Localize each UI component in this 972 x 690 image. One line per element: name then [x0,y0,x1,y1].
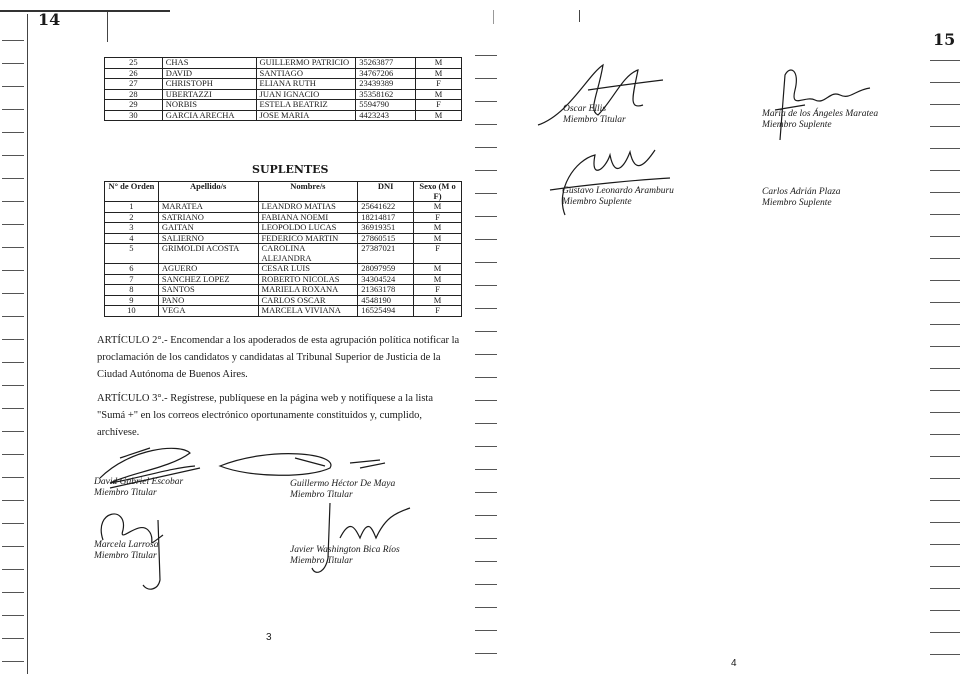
edge-tick [2,224,24,225]
edge-tick [475,170,497,171]
edge-tick [2,546,24,547]
cell-orden: 5 [105,244,159,264]
edge-tick [2,362,24,363]
cell-nombre: LEANDRO MATIAS [258,202,358,213]
cell-nombre: FABIANA NOEMI [258,212,358,223]
edge-tick [475,423,497,424]
cell-apellido: NORBIS [162,100,256,111]
edge-tick [930,544,960,545]
edge-tick [930,368,960,369]
cell-dni: 34304524 [358,274,414,285]
suplentes-row [105,244,462,264]
cell-nombre: ROBERTO NICOLAS [258,274,358,285]
signature-maratea [760,60,880,150]
edge-tick [475,354,497,355]
cell-dni: 4548190 [358,295,414,306]
articulo-3: ARTÍCULO 3°.- Regístrese, publíquese en la página web y notifíquese a la lista "Sumá +" en los correos electrónico oportunamente constituidos y, cumplido, archívese. [97,393,433,438]
edge-tick [475,308,497,309]
cell-orden: 7 [105,274,159,285]
edge-tick [2,477,24,478]
edge-tick [475,262,497,263]
titulares-row [105,89,462,100]
cell-orden: 1 [105,202,159,213]
cell-apellido: DAVID [162,68,256,79]
edge-tick [2,86,24,87]
cell-apellido: MARATEA [158,202,258,213]
cell-nombre: SANTIAGO [256,68,356,79]
cell-dni: 34767206 [356,68,416,79]
edge-tick [2,431,24,432]
cell-nombre: ELIANA RUTH [256,79,356,90]
cell-orden: 8 [105,285,159,296]
cell-orden: 2 [105,212,159,223]
cell-sexo: F [414,244,462,264]
cell-sexo: F [416,79,462,90]
cell-dni: 4423243 [356,110,416,121]
top-tab-line [107,12,108,42]
edge-tick [2,569,24,570]
titulares-row [105,110,462,121]
cell-sexo: F [414,285,462,296]
page-number-left: 3 [266,632,272,643]
header-apellido: Apellido/s [158,182,258,202]
cell-sexo: M [416,89,462,100]
cell-dni: 35263877 [356,58,416,69]
signature-name-de-maya: Guillermo Héctor De Maya Miembro Titular [290,479,396,500]
edge-tick [2,178,24,179]
cell-apellido: GAITAN [158,223,258,234]
edge-tick [930,566,960,567]
edge-tick [475,124,497,125]
signature-name-maratea: María de los Ángeles Maratea Miembro Suplente [762,109,879,130]
cell-sexo: M [414,233,462,244]
cell-apellido: CHRISTOPH [162,79,256,90]
edge-tick [2,523,24,524]
left-margin-line [27,14,28,674]
edge-tick [2,63,24,64]
edge-tick [930,258,960,259]
edge-tick [2,638,24,639]
edge-tick [930,60,960,61]
edge-tick [930,324,960,325]
cell-orden: 29 [105,100,163,111]
edge-tick [2,661,24,662]
edge-tick [2,270,24,271]
edge-tick [475,78,497,79]
titulares-row [105,100,462,111]
edge-tick [2,247,24,248]
edge-tick [475,147,497,148]
cell-apellido: VEGA [158,306,258,317]
cell-sexo: M [414,295,462,306]
suplentes-row [105,274,462,285]
edge-tick [2,201,24,202]
suplentes-row [105,264,462,275]
cell-nombre: CARLOS OSCAR [258,295,358,306]
cell-nombre: FEDERICO MARTIN [258,233,358,244]
edge-tick [2,132,24,133]
cell-sexo: M [414,202,462,213]
edge-tick [475,492,497,493]
signature-name-ellis: Oscar Ellis Miembro Titular [563,104,626,125]
center-fold-line [493,10,494,24]
edge-tick [475,538,497,539]
cell-orden: 10 [105,306,159,317]
edge-tick [2,40,24,41]
cell-sexo: F [414,212,462,223]
cell-dni: 23439389 [356,79,416,90]
edge-tick [475,331,497,332]
right-page-tab-line [579,10,580,22]
cell-sexo: M [416,110,462,121]
edge-tick [2,109,24,110]
cell-sexo: M [416,68,462,79]
cell-nombre: JUAN IGNACIO [256,89,356,100]
edge-tick [2,454,24,455]
cell-sexo: F [414,306,462,317]
cell-orden: 3 [105,223,159,234]
top-edge-line [0,10,170,12]
edge-tick [475,400,497,401]
edge-tick [475,101,497,102]
cell-dni: 18214817 [358,212,414,223]
cell-apellido: PANO [158,295,258,306]
edge-tick [930,148,960,149]
edge-tick [2,385,24,386]
cell-orden: 6 [105,264,159,275]
header-orden: N° de Orden [105,182,159,202]
cell-nombre: ESTELA BEATRIZ [256,100,356,111]
suplentes-row [105,295,462,306]
corner-page-number-right: 15 [933,30,956,49]
signature-name-bica-rios: Javier Washington Bica Ríos Miembro Titular [290,545,400,566]
cell-nombre: CAROLINA ALEJANDRA [258,244,358,264]
titulares-row [105,58,462,69]
cell-sexo: M [414,264,462,275]
edge-tick [930,302,960,303]
cell-dni: 36919351 [358,223,414,234]
edge-tick [930,654,960,655]
cell-dni: 27860515 [358,233,414,244]
suplentes-row [105,306,462,317]
cell-apellido: SATRIANO [158,212,258,223]
edge-tick [2,339,24,340]
edge-tick [930,170,960,171]
edge-tick [2,500,24,501]
cell-dni: 5594790 [356,100,416,111]
edge-tick [930,214,960,215]
edge-tick [2,592,24,593]
edge-tick [930,192,960,193]
signature-name-larrosa: Marcela Larrosa Miembro Titular [94,540,159,561]
signature-name-escobar: David Gabriel Escobar Miembro Titular [94,477,184,498]
edge-tick [475,515,497,516]
edge-tick [475,216,497,217]
cell-orden: 26 [105,68,163,79]
cell-dni: 16525494 [358,306,414,317]
cell-sexo: M [414,274,462,285]
cell-apellido: GRIMOLDI ACOSTA [158,244,258,264]
edge-tick [930,104,960,105]
edge-tick [475,377,497,378]
cell-orden: 27 [105,79,163,90]
suplentes-row [105,202,462,213]
cell-nombre: JOSE MARIA [256,110,356,121]
cell-dni: 35358162 [356,89,416,100]
cell-apellido: AGUERO [158,264,258,275]
edge-tick [930,126,960,127]
edge-tick [930,632,960,633]
header-sexo: Sexo (M o F) [414,182,462,202]
edge-tick [930,236,960,237]
articulo-2: ARTÍCULO 2°.- Encomendar a los apoderados de esta agrupación política notificar la proclamación de los candidatos y candidatas al Tribunal Superior de Justicia de la Ciudad Autónoma de Buenos Aires. [97,335,460,380]
titulares-row [105,79,462,90]
edge-tick [475,653,497,654]
edge-tick [2,293,24,294]
edge-tick [930,522,960,523]
cell-dni: 28097959 [358,264,414,275]
cell-apellido: GARCIA ARECHA [162,110,256,121]
titulares-row [105,68,462,79]
edge-tick [930,610,960,611]
cell-orden: 28 [105,89,163,100]
edge-tick [475,584,497,585]
edge-tick [475,285,497,286]
edge-tick [930,456,960,457]
edge-tick [475,561,497,562]
edge-tick [2,615,24,616]
cell-nombre: CESAR LUIS [258,264,358,275]
suplentes-row [105,233,462,244]
edge-tick [930,478,960,479]
edge-tick [930,346,960,347]
cell-orden: 9 [105,295,159,306]
suplentes-row [105,212,462,223]
cell-apellido: SALIERNO [158,233,258,244]
cell-sexo: M [414,223,462,234]
cell-apellido: SANTOS [158,285,258,296]
edge-tick [475,193,497,194]
edge-tick [930,280,960,281]
page-number-right: 4 [731,658,737,669]
cell-dni: 21363178 [358,285,414,296]
header-dni: DNI [358,182,414,202]
edge-tick [930,588,960,589]
edge-tick [475,239,497,240]
cell-nombre: MARIELA ROXANA [258,285,358,296]
edge-tick [475,607,497,608]
edge-tick [930,82,960,83]
cell-apellido: UBERTAZZI [162,89,256,100]
edge-tick [475,469,497,470]
cell-nombre: GUILLERMO PATRICIO [256,58,356,69]
cell-apellido: CHAS [162,58,256,69]
cell-nombre: LEOPOLDO LUCAS [258,223,358,234]
cell-sexo: F [416,100,462,111]
cell-orden: 25 [105,58,163,69]
cell-nombre: MARCELA VIVIANA [258,306,358,317]
edge-tick [475,630,497,631]
titulares-table [104,57,462,121]
suplentes-row [105,285,462,296]
corner-page-number-left: 14 [38,10,61,29]
edge-tick [930,434,960,435]
cell-dni: 27387021 [358,244,414,264]
suplentes-title: SUPLENTES [252,163,329,176]
cell-orden: 30 [105,110,163,121]
signature-name-aramburu: Gustavo Leonardo Aramburu Miembro Suplente [562,186,674,207]
cell-dni: 25641622 [358,202,414,213]
edge-tick [2,408,24,409]
cell-sexo: M [416,58,462,69]
signature-name-plaza: Carlos Adrián Plaza Miembro Suplente [762,187,841,208]
edge-tick [930,500,960,501]
suplentes-table [104,181,462,317]
cell-apellido: SANCHEZ LOPEZ [158,274,258,285]
header-nombre: Nombre/s [258,182,358,202]
edge-tick [930,390,960,391]
signature-aramburu [545,140,675,220]
edge-tick [475,446,497,447]
edge-tick [475,55,497,56]
cell-orden: 4 [105,233,159,244]
edge-tick [2,155,24,156]
suplentes-row [105,223,462,234]
edge-tick [930,412,960,413]
edge-tick [2,316,24,317]
